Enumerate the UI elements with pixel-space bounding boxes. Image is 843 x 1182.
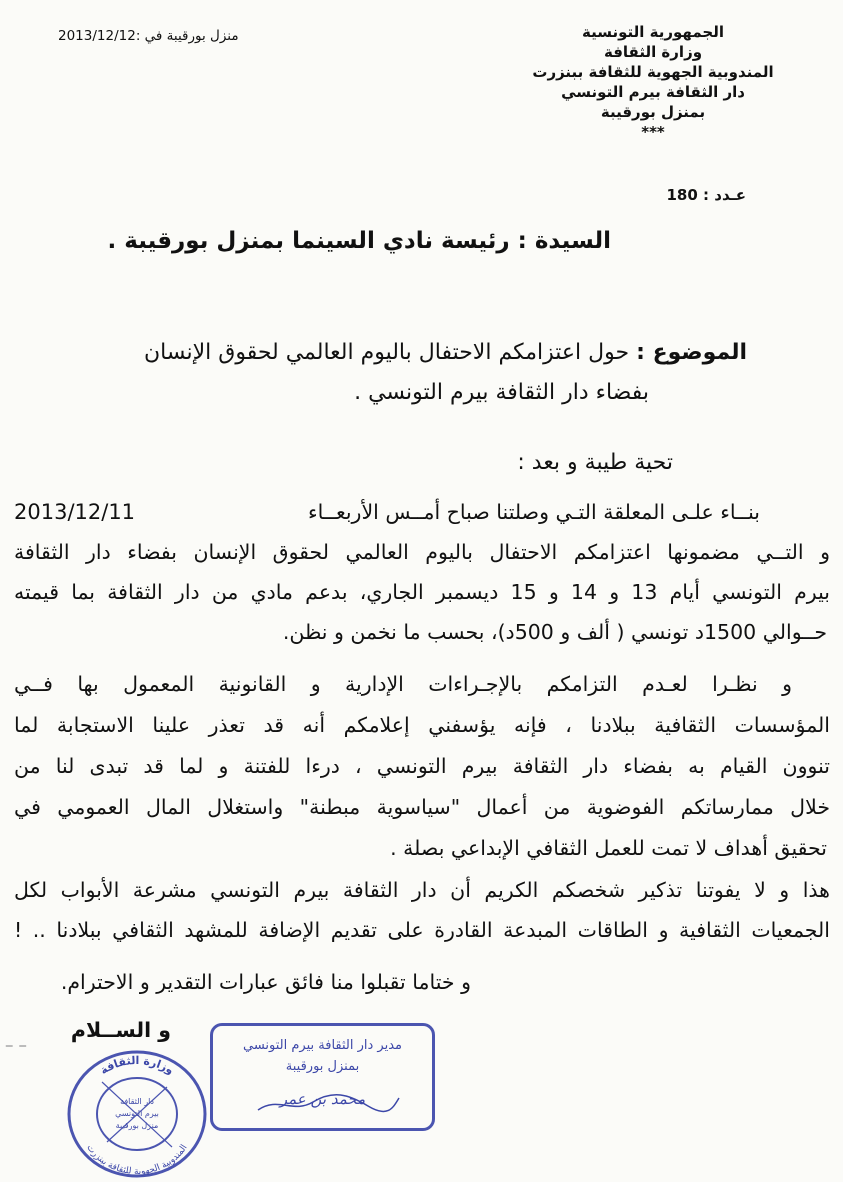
seal-outer-text: وزارة الثقافة bbox=[97, 1054, 177, 1078]
signature-scribble bbox=[253, 1088, 403, 1118]
subject-line-2: بفضاء دار الثقافة بيرم التونسي . bbox=[354, 380, 649, 405]
official-seal bbox=[62, 1042, 212, 1182]
paragraph-1-line: و التــي مضمونها اعتزامكم الاحتفال باليوم العالمي لحقوق الإنسان بفضاء دار الثقافة bbox=[14, 540, 830, 564]
letterhead-line: وزارة الثقافة bbox=[603, 43, 703, 61]
subject-text: حول اعتزامكم الاحتفال باليوم العالمي لحقوق الإنسان bbox=[144, 340, 630, 365]
paragraph-1-date: 2013/12/11 bbox=[14, 500, 136, 524]
greeting: تحية طيبة و بعد : bbox=[517, 450, 673, 475]
reference-value: 180 bbox=[666, 186, 698, 204]
letterhead-line: بمنزل بورقيبة bbox=[600, 103, 706, 121]
letterhead-line: دار الثقافة بيرم التونسي bbox=[561, 83, 745, 101]
seal-signature-scribble bbox=[102, 1082, 172, 1147]
seal-inner-line: دار الثقافة bbox=[120, 1097, 154, 1106]
director-stamp bbox=[210, 1023, 435, 1131]
stamp-line-2: بمنزل بورقيبة bbox=[285, 1059, 360, 1074]
stamp-line-1: مدير دار الثقافة بيرم التونسي bbox=[242, 1038, 403, 1053]
scan-mark: ـ ـ bbox=[6, 1028, 26, 1053]
paragraph-3-line: الجمعيات الثقافية و الطاقات المبدعة القادرة على تقديم الإضافة للمشهد الثقافي ببلادنا .. ! bbox=[14, 918, 830, 942]
letterhead-line: المندوبية الجهوية للثقافة ببنزرت bbox=[532, 63, 774, 81]
date-line: منزل بورقيبة في :2013/12/12 bbox=[58, 28, 239, 44]
reference-number bbox=[666, 186, 746, 204]
salutation: و الســلام bbox=[70, 1018, 171, 1042]
paragraph-2-line: و نظـرا لعـدم التزامكم بالإجـراءات الإدارية و القانونية المعمول بها فــي bbox=[14, 672, 792, 696]
paragraph-2-line: خلال ممارساتكم الفوضوية من أعمال "سياسوية مبطنة" واستغلال المال العمومي في bbox=[14, 795, 830, 819]
subject-line-1 bbox=[144, 338, 747, 368]
paragraph-1-line: بيرم التونسي أيام 13 و 14 و 15 ديسمبر الجاري، بدعم مادي من دار الثقافة بما قيمته bbox=[14, 580, 830, 604]
letterhead-stars: *** bbox=[641, 123, 665, 141]
paragraph-2-line: المؤسسات الثقافية ببلادنا ، فإنه يؤسفني إعلامكم أنه قد تعذر علينا الاستجابة لما bbox=[14, 713, 830, 737]
paragraph-1-text: بنــاء علـى المعلقة التـي وصلتنا صباح أمــس الأربعــاء bbox=[308, 500, 760, 524]
letterhead-line: الجمهورية التونسية bbox=[582, 23, 724, 41]
paragraph-1-line-1 bbox=[14, 498, 760, 532]
svg-text:المندوبية الجهوية للثقافة ببنز bbox=[84, 1143, 189, 1177]
paragraph-2-line: تحقيق أهداف لا تمت للعمل الثقافي الإبداعي بصلة . bbox=[390, 836, 827, 860]
letterhead bbox=[503, 22, 803, 142]
paragraph-3-line: هذا و لا يفوتنا تذكير شخصكم الكريم أن دار الثقافة بيرم التونسي مشرعة الأبواب لكل bbox=[14, 878, 830, 902]
closing: و ختاما تقبلوا منا فائق عبارات التقدير و الاحترام. bbox=[60, 970, 471, 994]
paragraph-1-line: حــوالي 1500د تونسي ( ألف و 500د)، بحسب ما نخمن و نظن. bbox=[282, 620, 827, 644]
seal-inner-line: منزل بورقيبة bbox=[115, 1121, 159, 1130]
seal-inner-line: بيرم التونسي bbox=[115, 1109, 159, 1118]
subject-label: الموضوع : bbox=[636, 340, 747, 365]
paragraph-2-line: تنوون القيام به بفضاء دار الثقافة بيرم التونسي ، درءا للفتنة و لما قد تبدى لنا من bbox=[14, 754, 830, 778]
recipient: السيدة : رئيسة نادي السينما بمنزل بورقيبة . bbox=[107, 228, 611, 254]
seal-bottom-text: المندوبية الجهوية للثقافة ببنزرت bbox=[84, 1142, 190, 1178]
stamp-signature: محمد بن عمر bbox=[279, 1090, 366, 1108]
reference-label: عـدد : bbox=[703, 186, 746, 204]
